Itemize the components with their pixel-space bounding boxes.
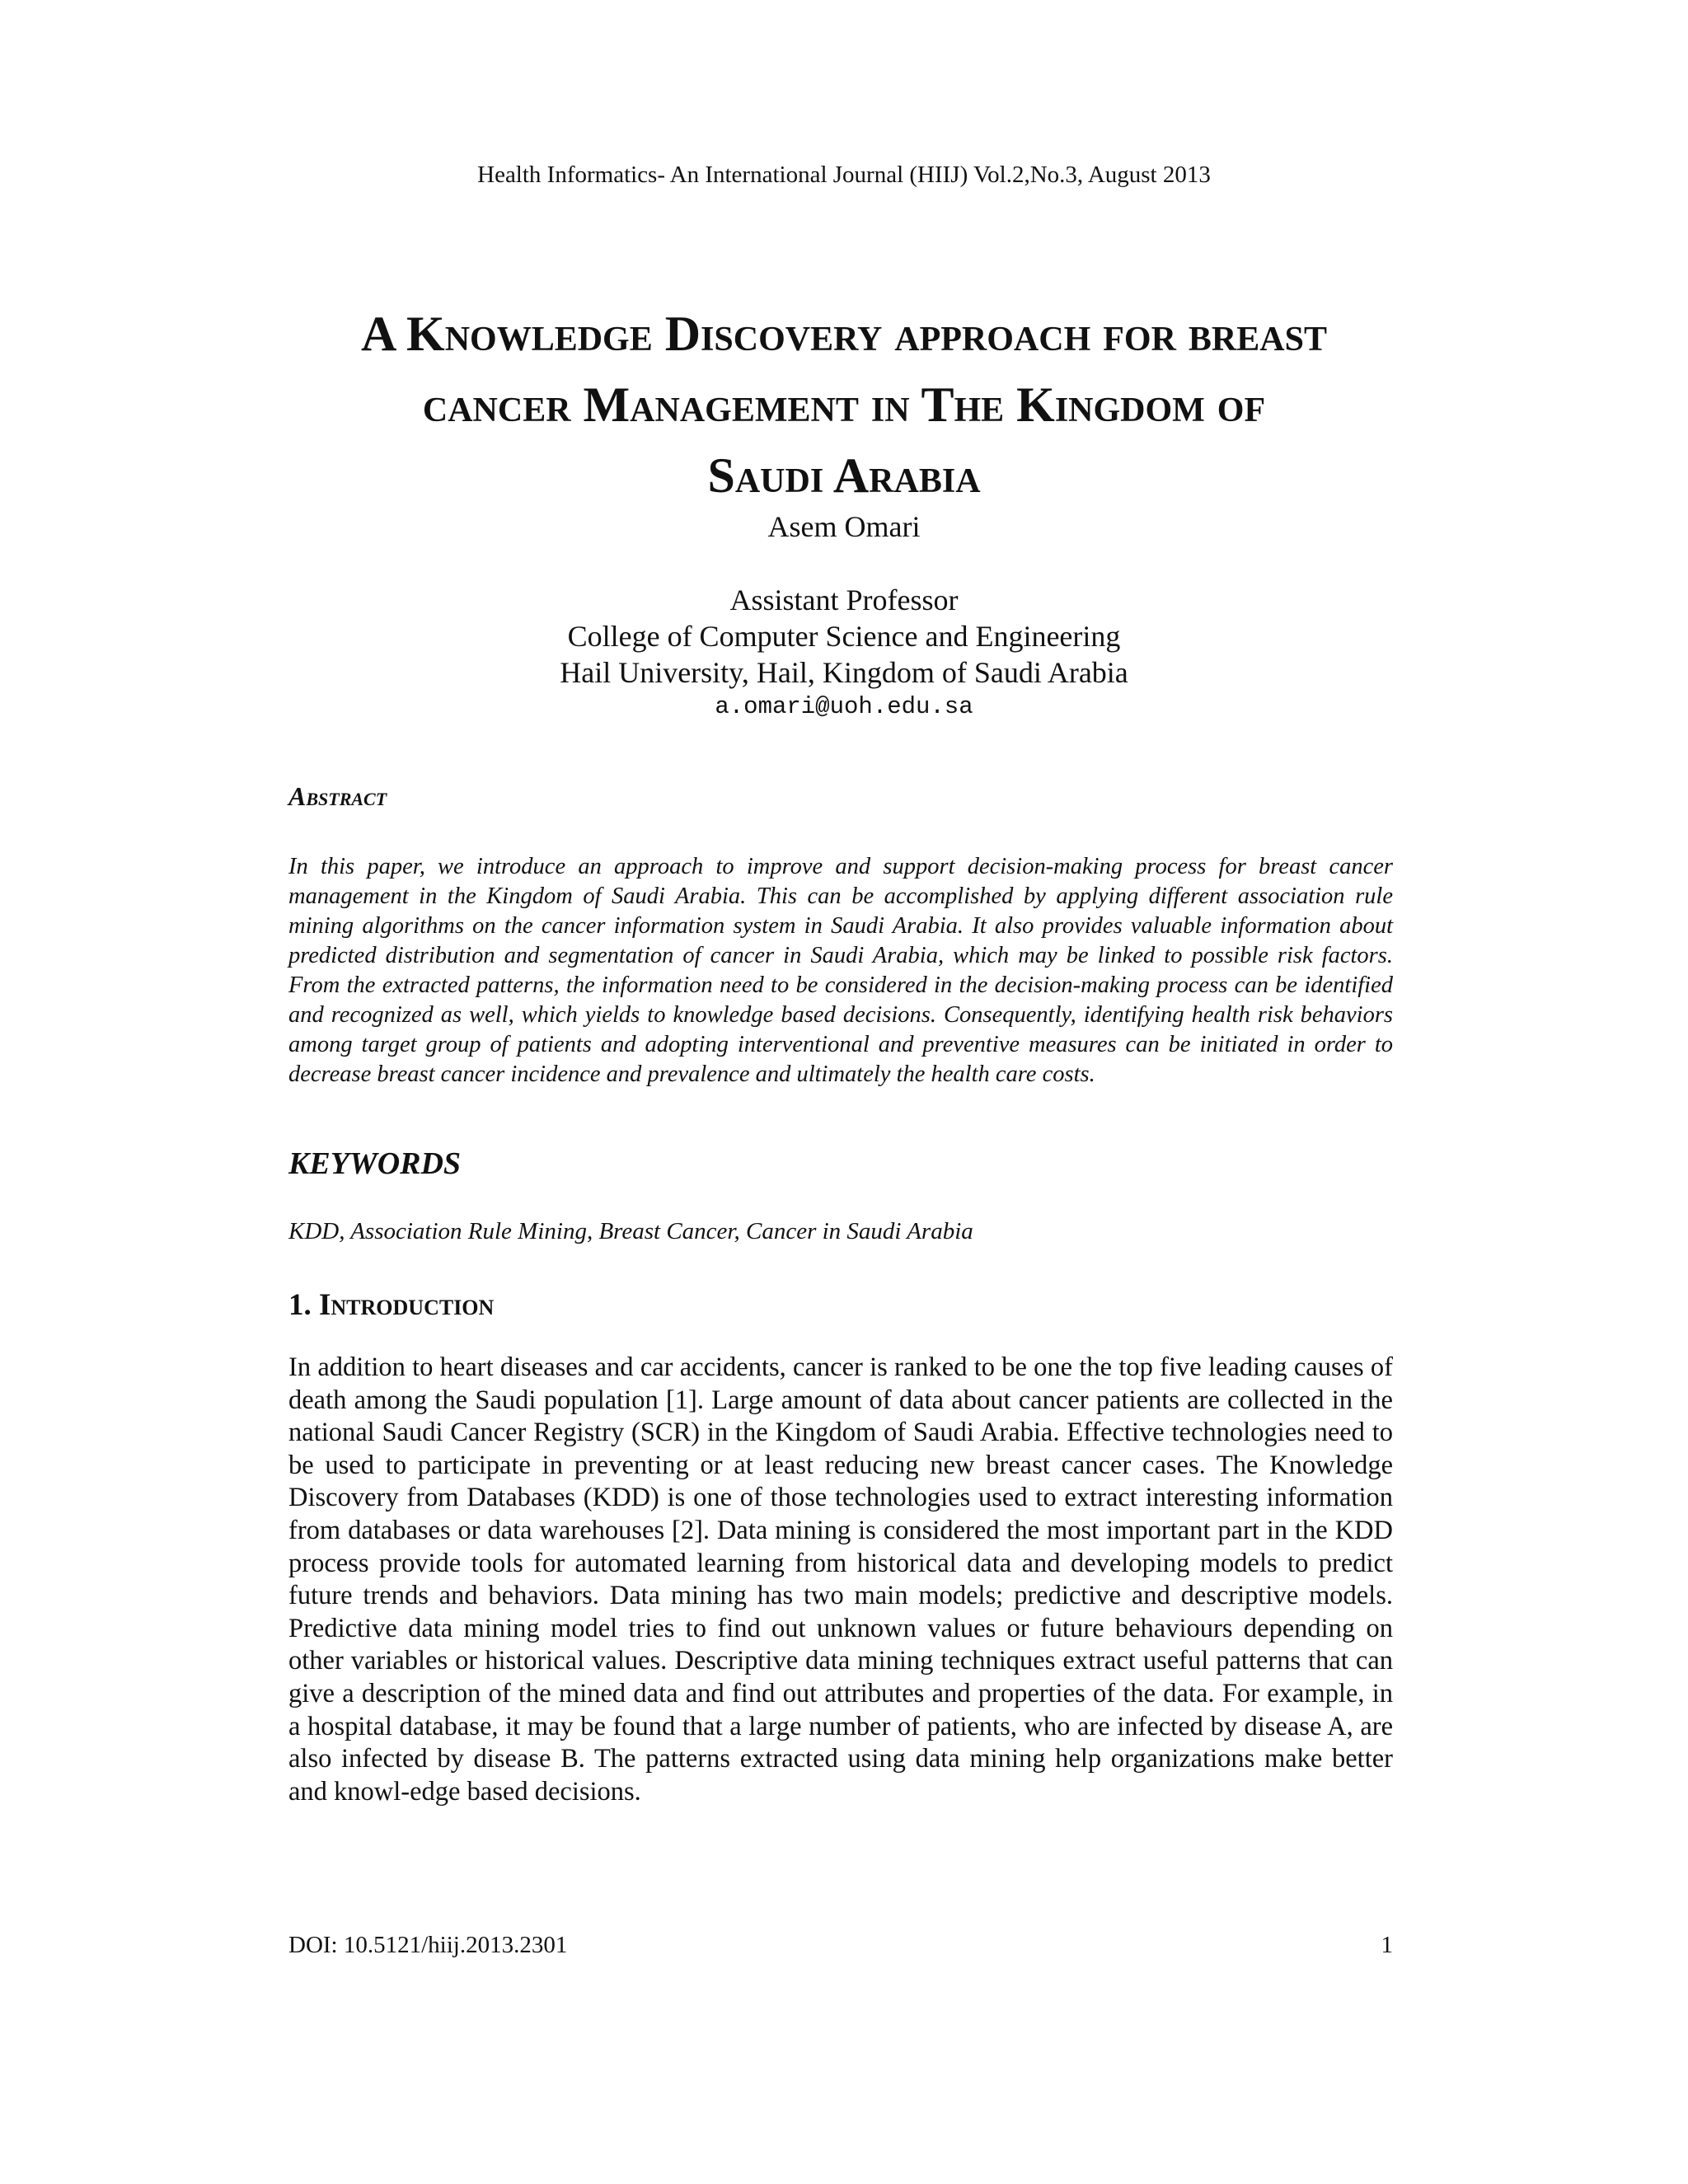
author-name: Asem Omari <box>767 510 921 543</box>
author-email: a.omari@uoh.edu.sa <box>715 693 973 720</box>
author-university: Hail University, Hail, Kingdom of Saudi Arabia <box>560 656 1128 689</box>
journal-running-header: Health Informatics- An International Journal (HIIJ) Vol.2,No.3, August 2013 <box>477 162 1211 188</box>
abstract-heading: Abstract <box>288 781 387 811</box>
paper-title-line-2: cancer Management in The Kingdom of <box>422 377 1266 432</box>
introduction-heading: 1. Introduction <box>288 1288 495 1322</box>
paper-title <box>247 298 1441 511</box>
keywords-heading: KEYWORDS <box>288 1146 462 1181</box>
paper-title-line-3: Saudi Arabia <box>707 448 981 503</box>
footer-doi: DOI: 10.5121/hiij.2013.2301 <box>288 1932 568 1958</box>
introduction-text: In addition to heart diseases and car accidents, cancer is ranked to be one the top five leading causes of death among the Saudi population [1]. Large amount of data about cancer patients are collected in the national Saudi Cancer Registry (SCR) in the Kingdom of Saudi Arabia. Effective technologies need to be used to participate in preventing or at least reducing new breast cancer cases. The Knowledge Discovery from Databases (KDD) is one of those technologies used to extract interesting information from databases or data warehouses [2]. Data mining is considered the most important part in the KDD process provide tools for automated learning from historical data and developing models to predict future trends and behaviors. Data mining has two main models; predictive and descriptive models. Predictive data mining model tries to find out unknown values or future behaviours depending on other variables or historical values. Descriptive data mining techniques extract useful patterns that can give a description of the mined data and find out attributes and properties of the data. For example, in a hospital database, it may be found that a large number of patients, who are infected by disease A, are also infected by disease B. The patterns extracted using data mining help organizations make better and knowl-edge based decisions. <box>288 1352 1393 1807</box>
paper-title-line-1: A Knowledge Discovery approach for breast <box>361 307 1327 361</box>
author-affiliation <box>0 582 1688 724</box>
author-position: Assistant Professor <box>729 583 959 616</box>
footer-page-number: 1 <box>1381 1932 1393 1958</box>
author-department: College of Computer Science and Engineering <box>567 620 1121 653</box>
abstract-text: In this paper, we introduce an approach to improve and support decision-making process for breast cancer management in the Kingdom of Saudi Arabia. This can be accomplished by applying different association rule mining algorithms on the cancer information system in Saudi Arabia. It also provides valuable information about predicted distribution and segmentation of cancer in Saudi Arabia, which may be linked to possible risk factors. From the extracted patterns, the information need to be considered in the decision-making process can be identified and recognized as well, which yields to knowledge based decisions. Consequently, identifying health risk behaviors among target group of patients and adopting interventional and preventive measures can be initiated in order to decrease breast cancer incidence and prevalence and ultimately the health care costs. <box>288 854 1393 1087</box>
keywords-text: KDD, Association Rule Mining, Breast Cancer, Cancer in Saudi Arabia <box>288 1218 973 1244</box>
